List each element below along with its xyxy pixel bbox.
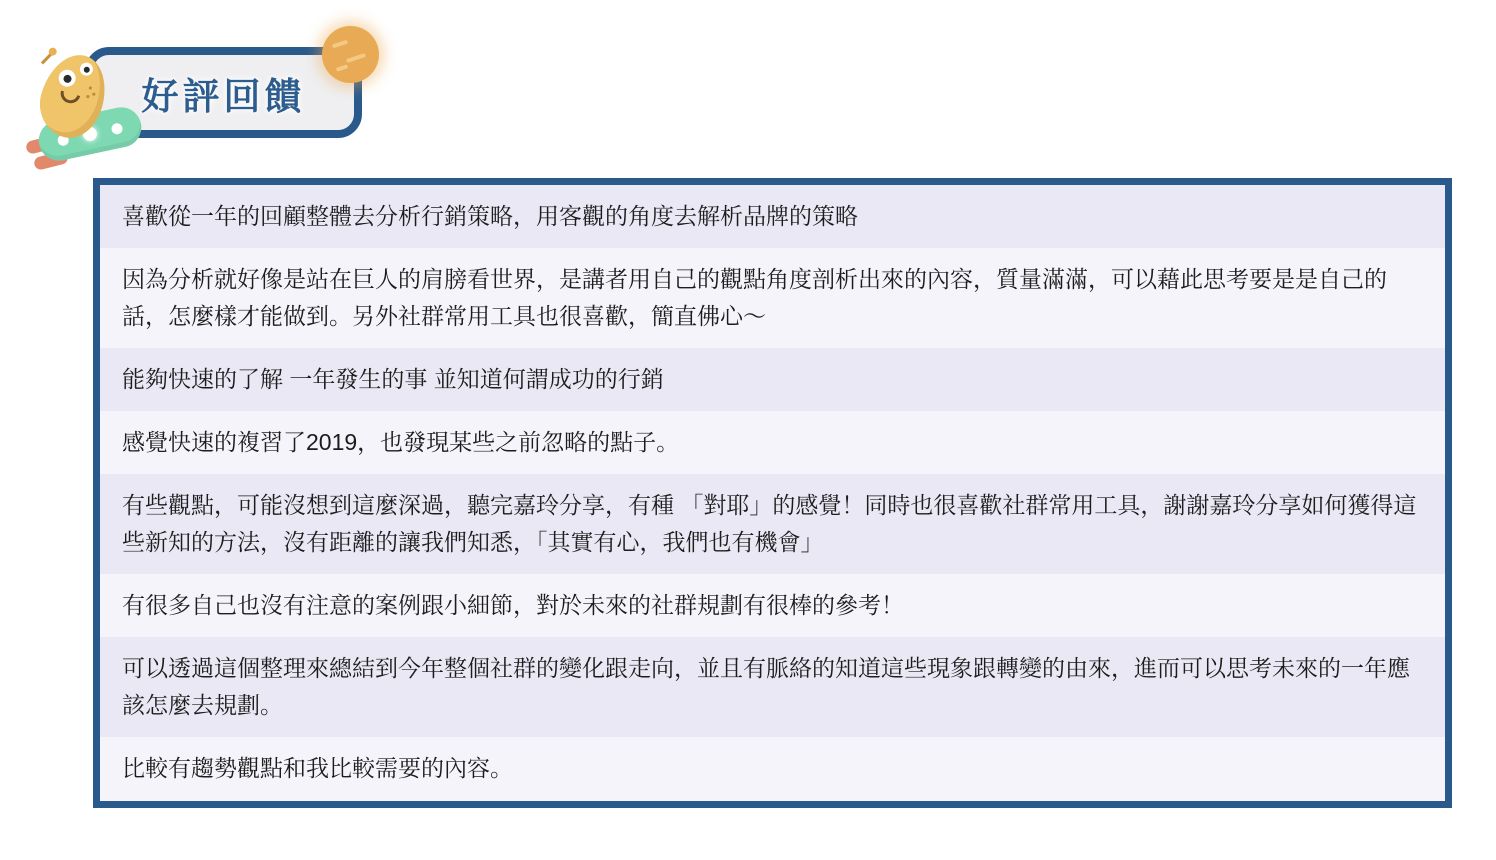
feedback-row: 比較有趨勢觀點和我比較需要的內容。 [100, 737, 1445, 800]
feedback-row: 能夠快速的了解 一年發生的事 並知道何謂成功的行銷 [100, 348, 1445, 411]
mascot-robot-icon [8, 52, 138, 172]
mascot-eye [78, 61, 94, 77]
feedback-row: 因為分析就好像是站在巨人的肩膀看世界，是講者用自己的觀點角度剖析出來的內容，質量滿滿，可以藉此思考要是是自己的話，怎麼樣才能做到。另外社群常用工具也很喜歡，簡直佛心～ [100, 248, 1445, 348]
mascot-antenna [41, 52, 53, 64]
feedback-table [93, 178, 1452, 808]
orange-circle-decoration [322, 26, 379, 83]
circle-dash-decoration [332, 40, 348, 49]
mascot-freckle [89, 86, 92, 89]
mascot-freckle [92, 92, 95, 95]
circle-dash-decoration [346, 53, 366, 63]
feedback-row: 有些觀點，可能沒想到這麼深過，聽完嘉玲分享，有種 「對耶」的感覺！同時也很喜歡社群常用工具，謝謝嘉玲分享如何獲得這些新知的方法，沒有距離的讓我們知悉，「其實有心，我們也有機會」 [100, 474, 1445, 574]
mascot-pupil [83, 65, 90, 72]
feedback-row: 有很多自己也沒有注意的案例跟小細節，對於未來的社群規劃有很棒的參考！ [100, 574, 1445, 637]
mascot-eye [57, 68, 78, 89]
circle-dash-decoration [336, 64, 349, 72]
feedback-row: 可以透過這個整理來總結到今年整個社群的變化跟走向，並且有脈絡的知道這些現象跟轉變的由來，進而可以思考未來的一年應該怎麼去規劃。 [100, 637, 1445, 737]
mascot-pupil [62, 73, 72, 83]
feedback-row: 喜歡從一年的回顧整體去分析行銷策略，用客觀的角度去解析品牌的策略 [100, 185, 1445, 248]
mascot-mouth [58, 90, 80, 105]
mascot-freckle [86, 95, 89, 98]
feedback-row: 感覺快速的複習了2019，也發現某些之前忽略的點子。 [100, 411, 1445, 474]
page-title: 好評回饋 [141, 75, 306, 117]
hoverboard-light [110, 122, 123, 135]
